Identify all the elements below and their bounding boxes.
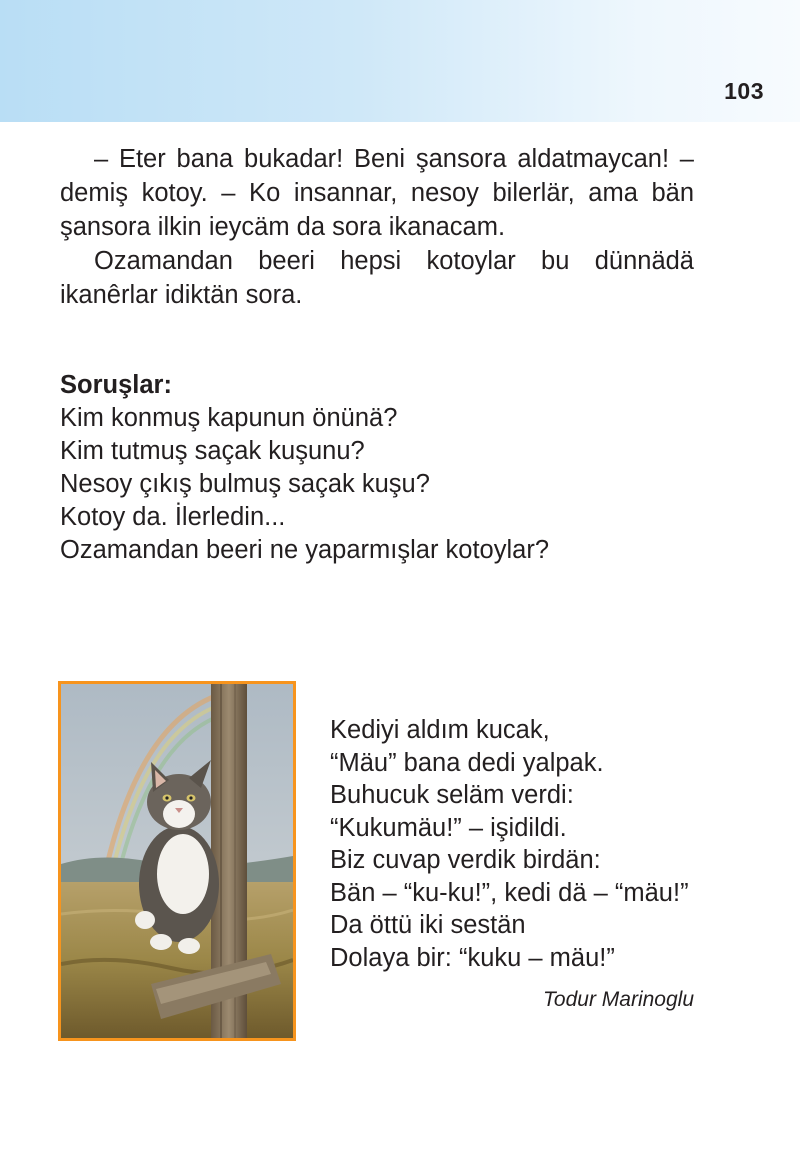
story-text (60, 142, 694, 312)
cat-on-fence-post-illustration (61, 684, 293, 1038)
questions-section (60, 369, 700, 567)
page-number: 103 (724, 78, 764, 104)
question-item: Kim konmuş kapunun önünä? (60, 404, 398, 432)
story-paragraph: – Eter bana bukadar! Beni şansora aldatmaycan! – demiş kotoy. – Ko insannar, nesoy bilerlär, ama bän şansora ilkin ieycäm da sora ikanacam. (60, 145, 694, 241)
questions-heading: Soruşlar: (60, 371, 172, 399)
poem-line: Bän – “ku-ku!”, kedi dä – “mäu!” (330, 878, 689, 907)
poem-line: Dolaya bir: “kuku – mäu!” (330, 943, 615, 972)
question-item: Ozamandan beeri ne yaparmışlar kotoylar? (60, 536, 549, 564)
poem (330, 714, 710, 974)
question-item: Kotoy da. İlerledin... (60, 503, 286, 531)
poem-line: Da öttü iki sestän (330, 911, 526, 939)
poem-author: Todur Marinoglu (543, 988, 694, 1011)
cat-photo (58, 681, 296, 1041)
question-item: Nesoy çıkış bulmuş saçak kuşu? (60, 470, 430, 498)
poem-line: “Mäu” bana dedi yalpak. (330, 748, 604, 777)
poem-line: Biz cuvap verdik birdän: (330, 846, 601, 874)
poem-line: Kediyi aldım kucak, (330, 716, 550, 744)
poem-line: “Kukumäu!” – işidildi. (330, 813, 567, 842)
question-item: Kim tutmuş saçak kuşunu? (60, 437, 365, 465)
poem-line: Buhucuk seläm verdi: (330, 781, 574, 809)
story-paragraph: Ozamandan beeri hepsi kotoylar bu dünnädä ikanêrlar idiktän sora. (60, 247, 694, 309)
page-header-band (0, 0, 800, 122)
